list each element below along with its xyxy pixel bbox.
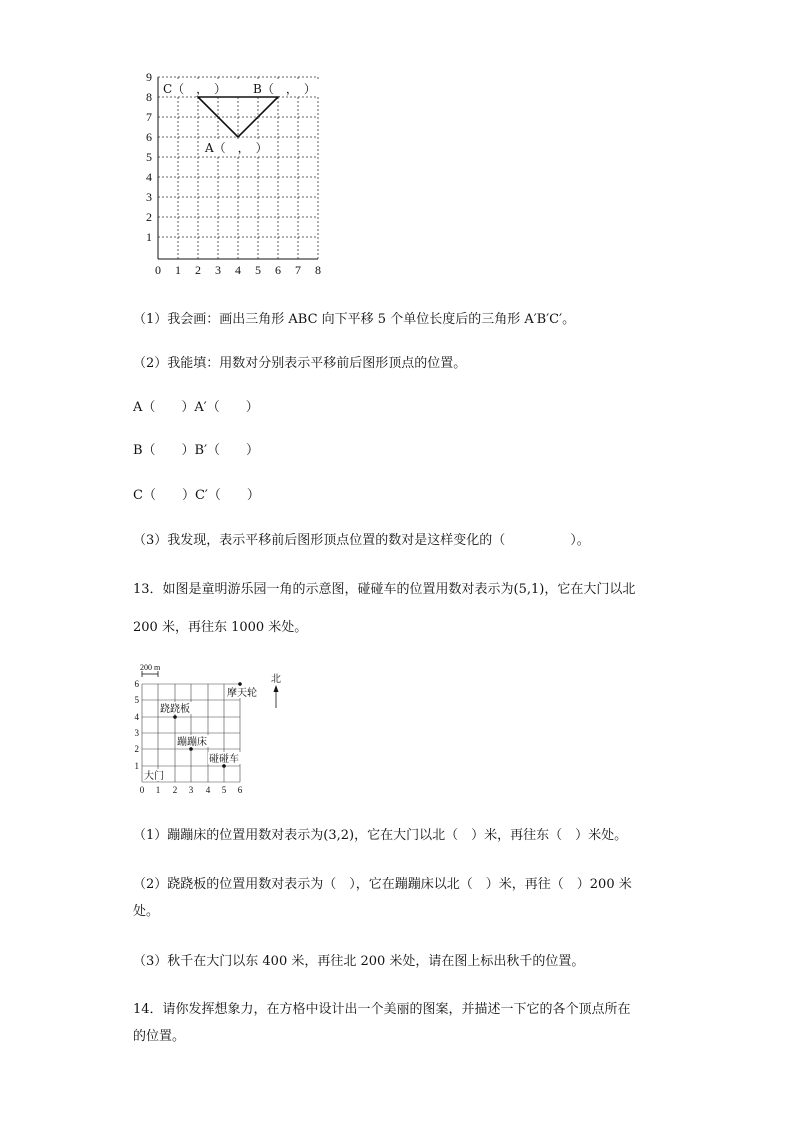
place-label-trampoline: 蹦蹦床: [177, 737, 207, 748]
map-y-tick: 1: [134, 761, 139, 771]
q13-stem-line2: 200 米，再往东 1000 米处。: [133, 620, 308, 635]
place-label-seesaw: 跷跷板: [160, 704, 190, 715]
map-x-tick: 6: [237, 785, 243, 795]
q12-part3: （3）我发现，表示平移前后图形顶点位置的数对是这样变化的（ ）。: [133, 533, 590, 548]
map-y-tick: 4: [134, 712, 139, 722]
vertex-label-b: B（ ， ）: [253, 82, 316, 96]
north-arrow-icon: [274, 685, 279, 692]
y-tick-label: 5: [146, 150, 152, 164]
north-arrow: [271, 673, 281, 708]
vertex-label-c: C（ ， ）: [163, 82, 227, 96]
q14-stem-line1: 14．请你发挥想象力，在方格中设计出一个美丽的图案，并描述一下它的各个顶点所在: [133, 1002, 631, 1017]
map-y-tick: 2: [134, 744, 139, 754]
ferris-wheel-point: [238, 682, 242, 686]
place-label-bumper-car: 碰碰车: [209, 754, 239, 765]
map-y-tick: 3: [134, 728, 139, 738]
x-tick-label: 1: [175, 263, 181, 277]
y-tick-label: 3: [146, 190, 152, 204]
q12-part2: （2）我能填：用数对分别表示平移前后图形顶点的位置。: [133, 356, 467, 371]
q12-row-c: C（ ）C′（ ）: [133, 488, 260, 503]
q13-part2-line2: 处。: [133, 904, 160, 919]
q13-stem-line1: 13．如图是童明游乐园一角的示意图，碰碰车的位置用数对表示为(5,1)，它在大门以北: [133, 582, 636, 597]
y-tick-label: 4: [146, 170, 152, 184]
x-tick-label: 2: [195, 263, 201, 277]
map-y-tick: 6: [134, 679, 139, 689]
q12-row-b: B（ ）B′（ ）: [133, 443, 260, 458]
map-x-tick: 5: [221, 785, 227, 795]
map-x-tick: 3: [188, 785, 194, 795]
map-x-tick: 0: [139, 785, 145, 795]
y-tick-label: 1: [146, 230, 152, 244]
x-tick-label: 4: [235, 263, 241, 277]
q13-part3: （3）秋千在大门以东 400 米，再往北 200 米处，请在图上标出秋千的位置。: [133, 954, 585, 969]
y-tick-label: 2: [146, 210, 152, 224]
seesaw-point: [173, 715, 177, 719]
scale-label: 200 m: [140, 663, 161, 672]
q12-part1: （1）我会画：画出三角形 ABC 向下平移 5 个单位长度后的三角形 A′B′C′。: [133, 312, 576, 327]
q14-stem-line2: 的位置。: [133, 1029, 186, 1044]
y-tick-label: 7: [146, 110, 152, 124]
y-tick-label: 8: [146, 90, 152, 104]
x-tick-label: 6: [275, 263, 281, 277]
place-label-ferris-wheel: 摩天轮: [227, 688, 257, 699]
x-tick-label: 0: [155, 263, 161, 277]
x-tick-label: 5: [255, 263, 261, 277]
x-tick-label: 8: [315, 263, 321, 277]
x-tick-label: 3: [215, 263, 221, 277]
map-x-tick: 2: [172, 785, 178, 795]
north-label: 北: [271, 674, 281, 685]
place-label-gate: 大门: [144, 771, 164, 782]
vertex-label-a: A（ ， ）: [205, 141, 268, 155]
map-x-tick: 4: [205, 785, 211, 795]
q13-part2-line1: （2）跷跷板的位置用数对表示为（ ），它在蹦蹦床以北（ ）米，再往（ ）200 米: [133, 877, 632, 892]
x-tick-label: 7: [295, 263, 301, 277]
map-x-tick: 1: [155, 785, 161, 795]
y-tick-label: 6: [146, 130, 152, 144]
map-y-tick: 5: [134, 695, 139, 705]
map-grid-lines: [142, 684, 240, 782]
q13-part1: （1）蹦蹦床的位置用数对表示为(3,2)，它在大门以北（ ）米，再往东（ ）米处。: [133, 828, 628, 843]
q12-row-a: A（ ）A′（ ）: [133, 400, 259, 415]
y-tick-label: 9: [146, 70, 152, 84]
